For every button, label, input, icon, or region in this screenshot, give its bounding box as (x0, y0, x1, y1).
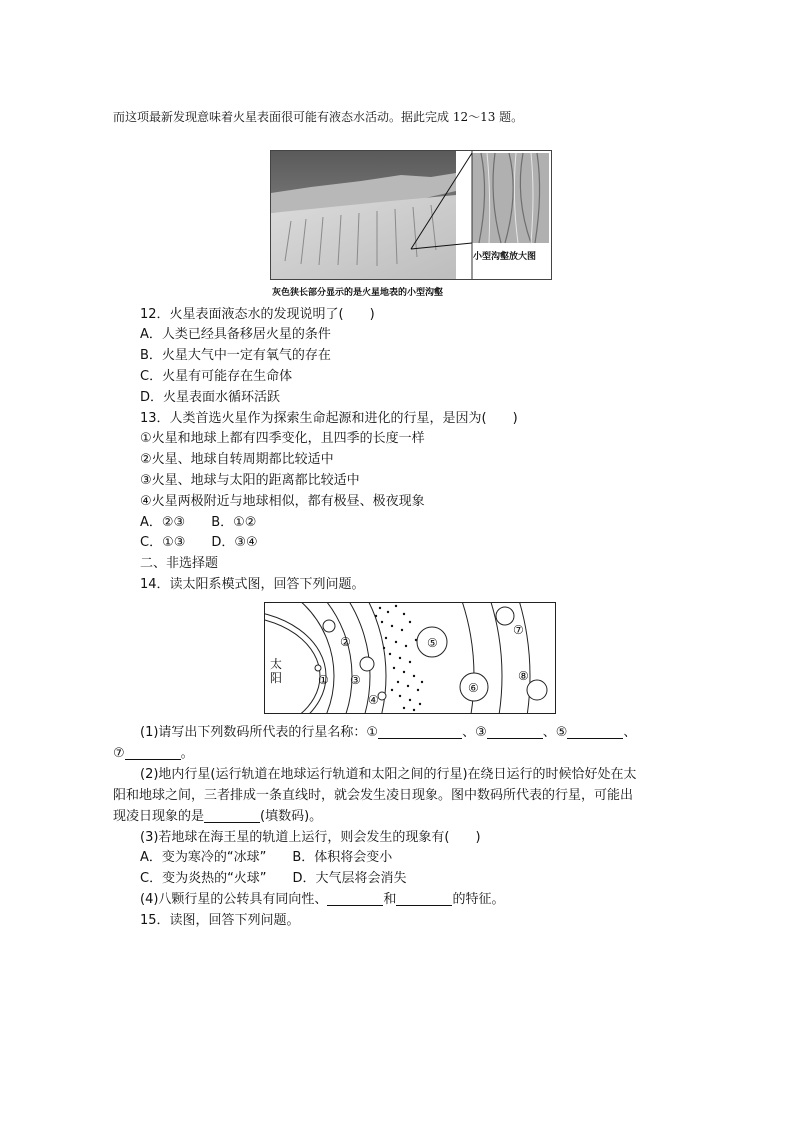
q14-part3-options-row2: C．变为炎热的“火球” D．大气层将会消失 (140, 871, 407, 886)
q12-option-a: A．人类已经具备移居火星的条件 (140, 327, 331, 342)
q12-option-c: C．火星有可能存在生命体 (140, 369, 293, 384)
q12-option-b: B．火星大气中一定有氧气的存在 (140, 348, 331, 363)
q13-options-row2: C．①③ D．③④ (140, 535, 258, 550)
q14-part1-b: 、③ (462, 725, 487, 740)
q14-part1-a: (1)请写出下列数码所代表的行星名称：① (140, 725, 379, 740)
answer-blank-feature1[interactable] (327, 891, 383, 906)
solar-system-diagram (264, 602, 556, 714)
q14-part4-c: 的特征。 (452, 892, 505, 907)
q14-part3-options-row1: A．变为寒冷的“冰球” B．体积将会变小 (140, 850, 393, 865)
q14-part1-d: 、 (623, 725, 637, 740)
planet-label-2: ② (340, 635, 351, 649)
q14-part2-line1: (2)地内行星(运行轨道在地球运行轨道和太阳之间的行星)在绕日运行的时候恰好处在太 (140, 767, 637, 782)
sun-label-1: 太 (270, 657, 283, 671)
q14-part1-f: 。 (180, 746, 194, 761)
planet-label-6: ⑥ (468, 681, 479, 695)
q14-part3-stem: (3)若地球在海王星的轨道上运行，则会发生的现象有( ) (140, 830, 481, 845)
q13-statement-2: ②火星、地球自转周期都比较适中 (140, 452, 334, 467)
planet-label-3: ③ (350, 673, 361, 687)
answer-blank-transit[interactable] (204, 808, 260, 823)
answer-blank-7[interactable] (125, 745, 181, 760)
q14-part4-a: (4)八颗行星的公转具有同向性、 (140, 892, 328, 907)
q13-statement-1: ①火星和地球上都有四季变化，且四季的长度一样 (140, 431, 425, 446)
planet-label-7: ⑦ (513, 623, 524, 637)
planet-label-8: ⑧ (518, 669, 529, 683)
q12-stem: 12．火星表面液态水的发现说明了( ) (140, 307, 375, 322)
section-2-heading: 二、非选择题 (140, 556, 219, 571)
q14-part2-line3 (113, 808, 322, 826)
q14-part4-b: 和 (383, 892, 397, 907)
q14-part1-e: ⑦ (113, 746, 125, 761)
answer-blank-3[interactable] (487, 724, 543, 739)
q14-part1-line2 (113, 745, 194, 763)
q13-statement-3: ③火星、地球与太阳的距离都比较适中 (140, 473, 360, 488)
planet-label-1: ① (318, 673, 329, 687)
q14-part1-c: 、⑤ (542, 725, 568, 740)
q14-part2-a: 现凌日现象的是 (113, 809, 205, 824)
inset-label: 小型沟壑放大图 (473, 252, 537, 262)
sun-label-2: 阳 (270, 671, 283, 685)
q15-stem: 15．读图，回答下列问题。 (140, 913, 300, 928)
answer-blank-feature2[interactable] (396, 891, 452, 906)
answer-blank-5[interactable] (567, 724, 623, 739)
q13-options-row1: A．②③ B．①② (140, 515, 257, 530)
answer-blank-1[interactable] (378, 724, 462, 739)
q14-stem: 14．读太阳系模式图，回答下列问题。 (140, 577, 365, 592)
q14-part1-line1 (140, 724, 636, 742)
intro-text: 而这项最新发现意味着火星表面很可能有液态水活动。据此完成 12～13 题。 (113, 110, 524, 124)
planet-label-4: ④ (368, 693, 379, 707)
figure1-caption: 灰色狭长部分显示的是火星地表的小型沟壑 (272, 288, 444, 298)
q12-option-d: D．火星表面水循环活跃 (140, 390, 281, 405)
q14-part2-b: (填数码)。 (260, 809, 323, 824)
mars-gully-figure (270, 150, 552, 280)
q13-stem: 13．人类首选火星作为探索生命起源和进化的行星，是因为( ) (140, 411, 518, 426)
planet-label-5: ⑤ (427, 636, 438, 650)
q14-part2-line2: 阳和地球之间，三者排成一条直线时，就会发生凌日现象。图中数码所代表的行星，可能出 (113, 788, 634, 803)
q14-part4-line (140, 891, 504, 909)
q13-statement-4: ④火星两极附近与地球相似，都有极昼、极夜现象 (140, 494, 425, 509)
